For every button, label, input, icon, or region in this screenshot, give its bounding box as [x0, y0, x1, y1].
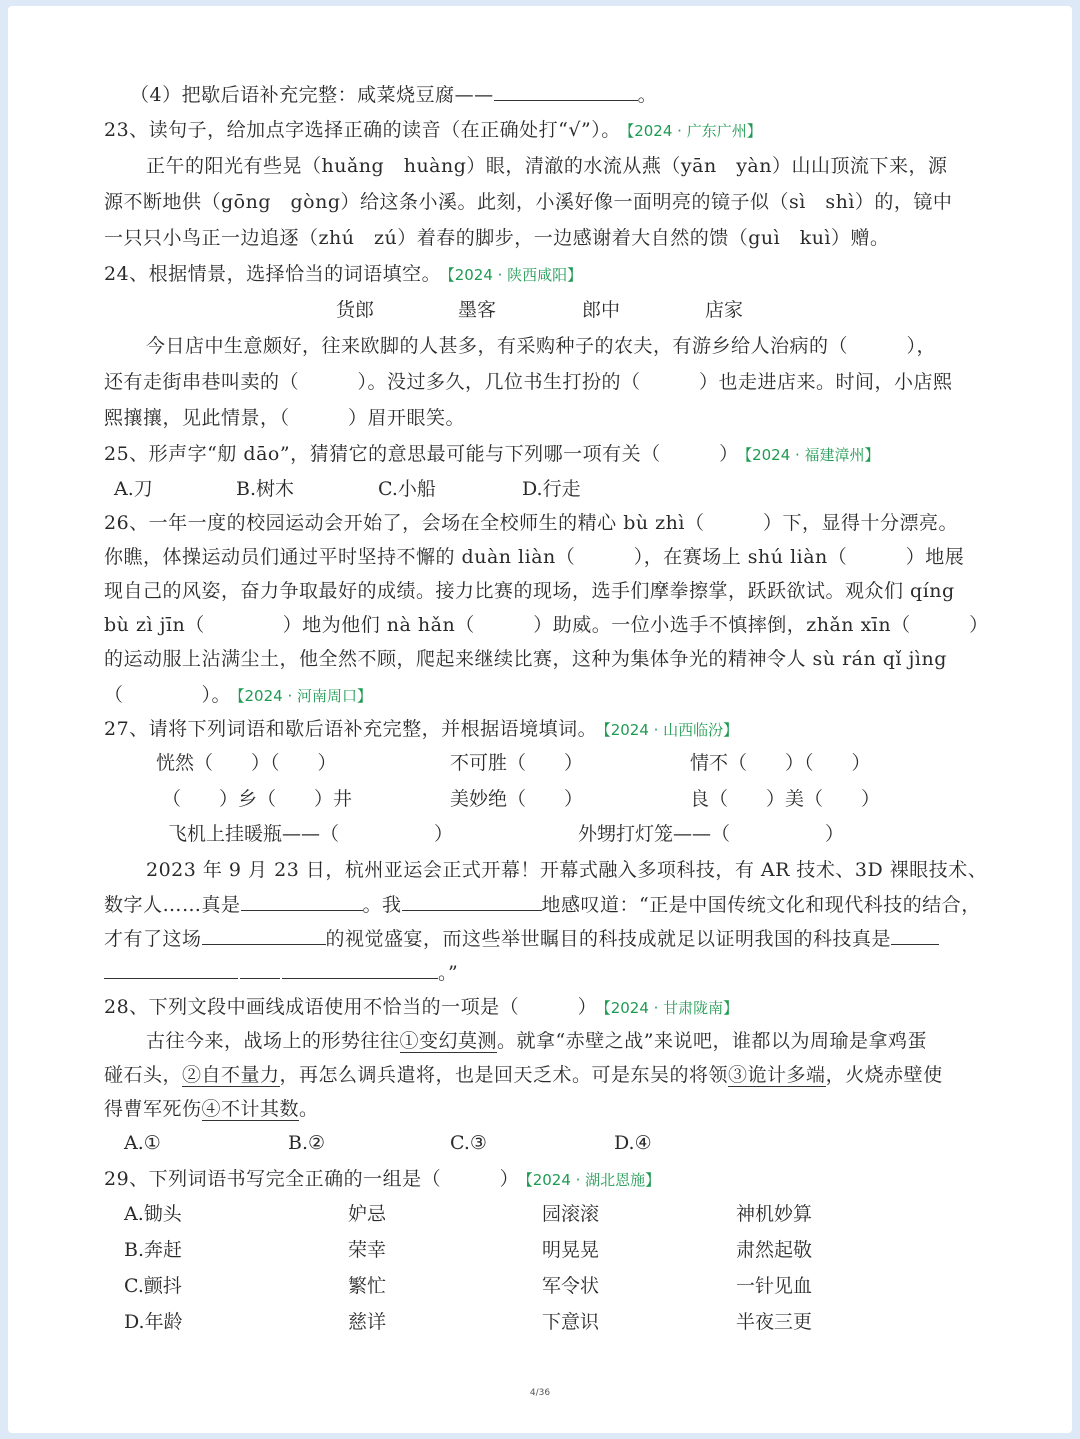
source-tag: 【2024 · 甘肃陇南】	[603, 999, 739, 1017]
page-number: 4/36	[529, 1388, 551, 1398]
source-tag: 【2024 · 陕西咸阳】	[447, 266, 583, 284]
underlined-idiom: ③诡计多端	[728, 1064, 826, 1086]
xiehouyu-fill: 外甥打灯笼——（ ）	[578, 823, 845, 845]
option-c[interactable]: C.小船	[378, 478, 436, 500]
xiehouyu-fill: 飞机上挂暖瓶——（ ）	[168, 823, 454, 845]
q25-stem: 25、形声字“舠 dāo”，猜猜它的意思最可能与下列哪一项有关（ ） 【2024 · 福建漳州】	[104, 443, 880, 465]
option-d[interactable]: D.行走	[522, 478, 581, 500]
option-c[interactable]: C.③	[450, 1132, 487, 1154]
q27-paragraph-line: 。”	[104, 960, 458, 985]
source-tag: 【2024 · 山西临汾】	[603, 721, 739, 739]
word-cell: 神机妙算	[736, 1203, 813, 1225]
option-d[interactable]: D.年龄	[124, 1311, 183, 1333]
word-cell: 一针见血	[736, 1275, 813, 1297]
answer-blank[interactable]	[494, 82, 638, 101]
option-a[interactable]: A.锄头	[124, 1203, 182, 1225]
word-choice: 店家	[705, 299, 744, 321]
idiom-fill: 恍然（ ）（ ）	[156, 752, 337, 774]
q24-paragraph-line: 熙攘攘，见此情景，（ ）眉开眼笑。	[104, 407, 466, 429]
q28-paragraph-line: 得曹军死伤④不计其数。	[104, 1098, 319, 1120]
word-choice: 墨客	[458, 299, 497, 321]
source-tag: 【2024 · 河南周口】	[237, 687, 372, 705]
word-cell: 军令状	[542, 1275, 600, 1297]
q23-paragraph-line: 一只只小鸟正一边追逐（zhú zú）着春的脚步，一边感谢着大自然的馈（guì kuì）赠。	[104, 227, 890, 249]
word-cell: 繁忙	[348, 1275, 387, 1297]
option-d[interactable]: D.④	[614, 1132, 652, 1154]
answer-blank[interactable]	[104, 960, 238, 979]
q27-paragraph-line: 2023 年 9 月 23 日，杭州亚运会正式开幕！开幕式融入多项科技，有 AR 技术、3D 裸眼技术、	[146, 859, 988, 881]
source-tag: 【2024 · 福建漳州】	[744, 446, 880, 464]
idiom-fill: 良（ ）美（ ）	[690, 788, 881, 810]
q27-paragraph-line: 才有了这场 的视觉盛宴，而这些举世瞩目的科技成就足以证明我国的科技真是	[104, 926, 939, 951]
word-choice: 货郎	[336, 299, 375, 321]
idiom-fill: 美妙绝（ ）	[450, 788, 584, 810]
word-cell: 下意识	[542, 1311, 600, 1333]
q26-line: 现自己的风姿，奋力争取最好的成绩。接力比赛的现场，选手们摩拳擦掌，跃跃欲试。观众们 qíng	[104, 580, 955, 602]
word-cell: 妒忌	[348, 1203, 387, 1225]
source-tag: 【2024 · 广东广州】	[626, 122, 762, 140]
q28-paragraph-line: 碰石头，②自不量力，再怎么调兵遣将，也是回天乏术。可是东吴的将领③诡计多端，火烧赤壁使	[104, 1064, 943, 1086]
q26-line: 26、一年一度的校园运动会开始了，会场在全校师生的精心 bù zhì（ ）下，显得十分漂亮。	[104, 512, 958, 534]
underlined-idiom: ②自不量力	[182, 1064, 280, 1086]
idiom-fill: （ ）乡（ ）井	[162, 788, 353, 810]
q24-paragraph-line: 还有走街串巷叫卖的（ ）。没过多久，几位书生打扮的（ ）也走进店来。时间，小店熙	[104, 371, 953, 393]
q24-stem: 24、根据情景，选择恰当的词语填空。 【2024 · 陕西咸阳】	[104, 263, 583, 285]
word-cell: 荣幸	[348, 1239, 387, 1261]
q27-paragraph-line: 数字人……真是 。我 地感叹道：“正是中国传统文化和现代科技的结合，	[104, 894, 981, 916]
answer-blank[interactable]	[202, 926, 326, 945]
dash-blank[interactable]	[240, 968, 280, 979]
word-cell: 明晃晃	[542, 1239, 600, 1261]
q26-line: 你瞧，体操运动员们通过平时坚持不懈的 duàn liàn（ ），在赛场上 shú liàn（ ）地展	[104, 546, 965, 568]
word-cell: 园滚滚	[542, 1203, 600, 1225]
q22-part4: （4）把歇后语补充完整：咸菜烧豆腐—— 。	[130, 84, 658, 106]
q26-line: （ ）。 【2024 · 河南周口】	[104, 684, 372, 706]
q28-stem: 28、下列文段中画线成语使用不恰当的一项是（ ） 【2024 · 甘肃陇南】	[104, 996, 739, 1018]
option-b[interactable]: B.树木	[236, 478, 295, 500]
q23-paragraph-line: 源不断地供（gōng gòng）给这条小溪。此刻，小溪好像一面明亮的镜子似（sì shì）的，镜中	[104, 191, 953, 213]
word-choice: 郎中	[582, 299, 621, 321]
q27-stem: 27、请将下列词语和歇后语补充完整，并根据语境填词。 【2024 · 山西临汾】	[104, 718, 739, 740]
q23-stem: 23、读句子，给加点字选择正确的读音（在正确处打“√”）。 【2024 · 广东广州】	[104, 119, 762, 141]
idiom-fill: 情不（ ）（ ）	[690, 752, 871, 774]
underlined-idiom: ①变幻莫测	[399, 1030, 498, 1052]
option-b[interactable]: B.奔赶	[124, 1239, 183, 1261]
option-c[interactable]: C.颤抖	[124, 1275, 182, 1297]
answer-blank[interactable]	[402, 892, 542, 911]
idiom-fill: 不可胜（ ）	[450, 752, 584, 774]
option-b[interactable]: B.②	[288, 1132, 326, 1154]
answer-blank[interactable]	[282, 960, 438, 979]
answer-blank[interactable]	[891, 926, 939, 945]
word-cell: 慈详	[348, 1311, 387, 1333]
q23-paragraph-line: 正午的阳光有些晃（huǎng huàng）眼，清澈的水流从燕（yān yàn）山山顶流下来，源	[146, 155, 948, 177]
source-tag: 【2024 · 湖北恩施】	[525, 1171, 661, 1189]
q26-line: 的运动服上沾满尘土，他全然不顾，爬起来继续比赛，这种为集体争光的精神令人 sù rán qǐ jìng	[104, 648, 947, 670]
q28-paragraph-line: 古往今来，战场上的形势往往①变幻莫测。就拿“赤壁之战”来说吧，谁都以为周瑜是拿鸡蛋	[146, 1030, 927, 1052]
q29-stem: 29、下列词语书写完全正确的一组是（ ） 【2024 · 湖北恩施】	[104, 1168, 661, 1190]
answer-blank[interactable]	[241, 892, 363, 911]
q24-paragraph-line: 今日店中生意颇好，往来欧脚的人甚多，有采购种子的农夫，有游乡给人治病的（ ），	[146, 335, 937, 357]
q26-line: bù zì jīn（ ）地为他们 nà hǎn（ ）助威。一位小选手不慎摔倒，zhǎn xīn（ ）	[104, 614, 989, 636]
word-cell: 半夜三更	[736, 1311, 813, 1333]
underlined-idiom: ④不计其数	[201, 1098, 300, 1120]
option-a[interactable]: A.①	[124, 1132, 161, 1154]
option-a[interactable]: A.刀	[114, 478, 153, 500]
word-cell: 肃然起敬	[736, 1239, 813, 1261]
